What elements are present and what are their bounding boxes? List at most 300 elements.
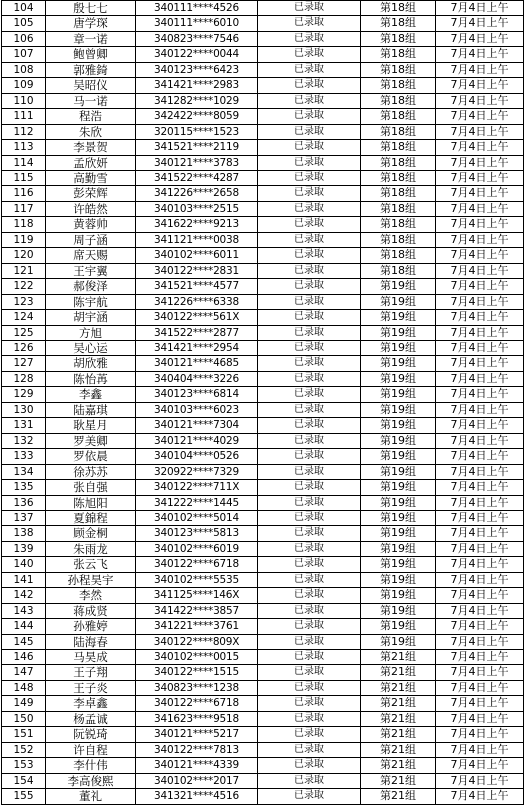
id-number-cell: 340104****0526	[136, 449, 258, 464]
table-row	[2, 217, 524, 232]
serial-number-cell: 149	[2, 696, 46, 711]
status-cell: 已录取	[258, 248, 361, 263]
id-number-cell: 340103****2515	[136, 201, 258, 216]
serial-number-cell: 131	[2, 418, 46, 433]
table-row	[2, 294, 524, 309]
table-row	[2, 449, 524, 464]
group-cell: 第18组	[361, 201, 436, 216]
status-cell: 已录取	[258, 201, 361, 216]
group-cell: 第18组	[361, 263, 436, 278]
time-cell: 7月4日上午	[436, 109, 524, 124]
name-cell: 郭雅錡	[46, 62, 136, 77]
table-row	[2, 16, 524, 31]
serial-number-cell: 119	[2, 232, 46, 247]
time-cell: 7月4日上午	[436, 294, 524, 309]
time-cell: 7月4日上午	[436, 665, 524, 680]
time-cell: 7月4日上午	[436, 789, 524, 804]
group-cell: 第21组	[361, 758, 436, 773]
group-cell: 第19组	[361, 310, 436, 325]
status-cell: 已录取	[258, 109, 361, 124]
time-cell: 7月4日上午	[436, 1, 524, 16]
serial-number-cell: 155	[2, 789, 46, 804]
name-cell: 李什伟	[46, 758, 136, 773]
table-row	[2, 1, 524, 16]
status-cell: 已录取	[258, 696, 361, 711]
id-number-cell: 341421****2983	[136, 78, 258, 93]
status-cell: 已录取	[258, 557, 361, 572]
id-number-cell: 320922****7329	[136, 464, 258, 479]
id-number-cell: 340122****561X	[136, 310, 258, 325]
status-cell: 已录取	[258, 773, 361, 788]
group-cell: 第18组	[361, 62, 436, 77]
status-cell: 已录取	[258, 789, 361, 804]
status-cell: 已录取	[258, 170, 361, 185]
serial-number-cell: 151	[2, 727, 46, 742]
name-cell: 席天赐	[46, 248, 136, 263]
name-cell: 张云飞	[46, 557, 136, 572]
time-cell: 7月4日上午	[436, 155, 524, 170]
time-cell: 7月4日上午	[436, 371, 524, 386]
name-cell: 马昊成	[46, 650, 136, 665]
name-cell: 许自程	[46, 742, 136, 757]
serial-number-cell: 106	[2, 31, 46, 46]
id-number-cell: 340121****4029	[136, 433, 258, 448]
serial-number-cell: 108	[2, 62, 46, 77]
time-cell: 7月4日上午	[436, 325, 524, 340]
name-cell: 章一诺	[46, 31, 136, 46]
group-cell: 第19组	[361, 541, 436, 556]
status-cell: 已录取	[258, 186, 361, 201]
id-number-cell: 340103****6023	[136, 402, 258, 417]
group-cell: 第18组	[361, 109, 436, 124]
serial-number-cell: 129	[2, 387, 46, 402]
status-cell: 已录取	[258, 16, 361, 31]
group-cell: 第19组	[361, 557, 436, 572]
group-cell: 第21组	[361, 665, 436, 680]
group-cell: 第18组	[361, 248, 436, 263]
status-cell: 已录取	[258, 464, 361, 479]
time-cell: 7月4日上午	[436, 124, 524, 139]
time-cell: 7月4日上午	[436, 711, 524, 726]
serial-number-cell: 132	[2, 433, 46, 448]
table-row	[2, 619, 524, 634]
group-cell: 第18组	[361, 140, 436, 155]
group-cell: 第18组	[361, 155, 436, 170]
name-cell: 程浩	[46, 109, 136, 124]
group-cell: 第21组	[361, 773, 436, 788]
name-cell: 孟欣妍	[46, 155, 136, 170]
name-cell: 王宇翼	[46, 263, 136, 278]
id-number-cell: 340111****4526	[136, 1, 258, 16]
serial-number-cell: 144	[2, 619, 46, 634]
name-cell: 杨孟诚	[46, 711, 136, 726]
name-cell: 罗依晨	[46, 449, 136, 464]
group-cell: 第19组	[361, 433, 436, 448]
time-cell: 7月4日上午	[436, 433, 524, 448]
serial-number-cell: 118	[2, 217, 46, 232]
serial-number-cell: 133	[2, 449, 46, 464]
status-cell: 已录取	[258, 680, 361, 695]
status-cell: 已录取	[258, 78, 361, 93]
time-cell: 7月4日上午	[436, 170, 524, 185]
serial-number-cell: 110	[2, 93, 46, 108]
id-number-cell: 340123****6423	[136, 62, 258, 77]
table-row	[2, 31, 524, 46]
time-cell: 7月4日上午	[436, 340, 524, 355]
id-number-cell: 340122****1515	[136, 665, 258, 680]
table-row	[2, 62, 524, 77]
id-number-cell: 340121****4685	[136, 356, 258, 371]
table-row	[2, 140, 524, 155]
group-cell: 第21组	[361, 742, 436, 757]
serial-number-cell: 115	[2, 170, 46, 185]
serial-number-cell: 134	[2, 464, 46, 479]
group-cell: 第19组	[361, 464, 436, 479]
id-number-cell: 340102****0015	[136, 650, 258, 665]
status-cell: 已录取	[258, 495, 361, 510]
id-number-cell: 320115****1523	[136, 124, 258, 139]
serial-number-cell: 135	[2, 480, 46, 495]
id-number-cell: 340122****7813	[136, 742, 258, 757]
group-cell: 第19组	[361, 572, 436, 587]
time-cell: 7月4日上午	[436, 279, 524, 294]
name-cell: 李鑫	[46, 387, 136, 402]
id-number-cell: 340823****7546	[136, 31, 258, 46]
name-cell: 吴昭仪	[46, 78, 136, 93]
table-row	[2, 603, 524, 618]
time-cell: 7月4日上午	[436, 217, 524, 232]
status-cell: 已录取	[258, 402, 361, 417]
id-number-cell: 340122****2831	[136, 263, 258, 278]
time-cell: 7月4日上午	[436, 464, 524, 479]
serial-number-cell: 126	[2, 340, 46, 355]
time-cell: 7月4日上午	[436, 588, 524, 603]
status-cell: 已录取	[258, 387, 361, 402]
serial-number-cell: 124	[2, 310, 46, 325]
serial-number-cell: 112	[2, 124, 46, 139]
group-cell: 第18组	[361, 1, 436, 16]
serial-number-cell: 121	[2, 263, 46, 278]
status-cell: 已录取	[258, 124, 361, 139]
status-cell: 已录取	[258, 140, 361, 155]
name-cell: 耿星月	[46, 418, 136, 433]
name-cell: 许皓然	[46, 201, 136, 216]
name-cell: 高勤雪	[46, 170, 136, 185]
status-cell: 已录取	[258, 340, 361, 355]
table-row	[2, 541, 524, 556]
status-cell: 已录取	[258, 279, 361, 294]
status-cell: 已录取	[258, 356, 361, 371]
id-number-cell: 340121****5217	[136, 727, 258, 742]
status-cell: 已录取	[258, 758, 361, 773]
status-cell: 已录取	[258, 449, 361, 464]
status-cell: 已录取	[258, 526, 361, 541]
group-cell: 第19组	[361, 356, 436, 371]
table-row	[2, 232, 524, 247]
name-cell: 马一诺	[46, 93, 136, 108]
group-cell: 第21组	[361, 650, 436, 665]
table-row	[2, 588, 524, 603]
time-cell: 7月4日上午	[436, 572, 524, 587]
serial-number-cell: 113	[2, 140, 46, 155]
id-number-cell: 340121****7304	[136, 418, 258, 433]
serial-number-cell: 152	[2, 742, 46, 757]
time-cell: 7月4日上午	[436, 495, 524, 510]
id-number-cell: 341282****1029	[136, 93, 258, 108]
group-cell: 第21组	[361, 727, 436, 742]
group-cell: 第19组	[361, 588, 436, 603]
table-row	[2, 464, 524, 479]
table-row	[2, 634, 524, 649]
name-cell: 郝俊泽	[46, 279, 136, 294]
id-number-cell: 341522****4287	[136, 170, 258, 185]
serial-number-cell: 120	[2, 248, 46, 263]
table-row	[2, 510, 524, 525]
group-cell: 第19组	[361, 387, 436, 402]
id-number-cell: 341521****4577	[136, 279, 258, 294]
time-cell: 7月4日上午	[436, 603, 524, 618]
name-cell: 张自强	[46, 480, 136, 495]
group-cell: 第19组	[361, 279, 436, 294]
time-cell: 7月4日上午	[436, 62, 524, 77]
serial-number-cell: 147	[2, 665, 46, 680]
time-cell: 7月4日上午	[436, 727, 524, 742]
name-cell: 李景贺	[46, 140, 136, 155]
serial-number-cell: 117	[2, 201, 46, 216]
table-row	[2, 248, 524, 263]
group-cell: 第18组	[361, 31, 436, 46]
serial-number-cell: 145	[2, 634, 46, 649]
name-cell: 吴心运	[46, 340, 136, 355]
id-number-cell: 342422****8059	[136, 109, 258, 124]
status-cell: 已录取	[258, 325, 361, 340]
serial-number-cell: 116	[2, 186, 46, 201]
name-cell: 徐苏苏	[46, 464, 136, 479]
group-cell: 第19组	[361, 294, 436, 309]
table-row	[2, 526, 524, 541]
name-cell: 李卓鑫	[46, 696, 136, 711]
time-cell: 7月4日上午	[436, 526, 524, 541]
group-cell: 第19组	[361, 402, 436, 417]
group-cell: 第21组	[361, 711, 436, 726]
time-cell: 7月4日上午	[436, 310, 524, 325]
name-cell: 黄蓉帅	[46, 217, 136, 232]
id-number-cell: 340121****3783	[136, 155, 258, 170]
group-cell: 第19组	[361, 325, 436, 340]
id-number-cell: 341422****3857	[136, 603, 258, 618]
name-cell: 陈旭阳	[46, 495, 136, 510]
status-cell: 已录取	[258, 62, 361, 77]
group-cell: 第18组	[361, 16, 436, 31]
serial-number-cell: 150	[2, 711, 46, 726]
id-number-cell: 340823****1238	[136, 680, 258, 695]
status-cell: 已录取	[258, 47, 361, 62]
group-cell: 第19组	[361, 340, 436, 355]
time-cell: 7月4日上午	[436, 78, 524, 93]
table-row	[2, 650, 524, 665]
table-row	[2, 47, 524, 62]
name-cell: 周子涵	[46, 232, 136, 247]
name-cell: 胡宇涵	[46, 310, 136, 325]
time-cell: 7月4日上午	[436, 263, 524, 278]
serial-number-cell: 153	[2, 758, 46, 773]
id-number-cell: 341521****2119	[136, 140, 258, 155]
serial-number-cell: 114	[2, 155, 46, 170]
table-row	[2, 279, 524, 294]
group-cell: 第19组	[361, 619, 436, 634]
admission-list-table	[1, 0, 524, 805]
table-row	[2, 263, 524, 278]
table-row	[2, 109, 524, 124]
id-number-cell: 341121****0038	[136, 232, 258, 247]
time-cell: 7月4日上午	[436, 541, 524, 556]
table-row	[2, 480, 524, 495]
time-cell: 7月4日上午	[436, 634, 524, 649]
table-row	[2, 93, 524, 108]
id-number-cell: 340122****6718	[136, 557, 258, 572]
name-cell: 顾金桐	[46, 526, 136, 541]
status-cell: 已录取	[258, 541, 361, 556]
serial-number-cell: 109	[2, 78, 46, 93]
table-row	[2, 186, 524, 201]
table-row	[2, 665, 524, 680]
group-cell: 第18组	[361, 232, 436, 247]
group-cell: 第19组	[361, 480, 436, 495]
table-row	[2, 325, 524, 340]
status-cell: 已录取	[258, 217, 361, 232]
name-cell: 彭荣辉	[46, 186, 136, 201]
id-number-cell: 341125****146X	[136, 588, 258, 603]
status-cell: 已录取	[258, 603, 361, 618]
name-cell: 王子翔	[46, 665, 136, 680]
serial-number-cell: 154	[2, 773, 46, 788]
group-cell: 第18组	[361, 170, 436, 185]
status-cell: 已录取	[258, 619, 361, 634]
name-cell: 王子炎	[46, 680, 136, 695]
id-number-cell: 341222****1445	[136, 495, 258, 510]
name-cell: 李高俊熙	[46, 773, 136, 788]
id-number-cell: 340102****5535	[136, 572, 258, 587]
time-cell: 7月4日上午	[436, 619, 524, 634]
id-number-cell: 340102****6019	[136, 541, 258, 556]
table-row	[2, 742, 524, 757]
name-cell: 罗美卿	[46, 433, 136, 448]
serial-number-cell: 142	[2, 588, 46, 603]
id-number-cell: 340122****711X	[136, 480, 258, 495]
status-cell: 已录取	[258, 93, 361, 108]
name-cell: 殷七七	[46, 1, 136, 16]
table-row	[2, 310, 524, 325]
serial-number-cell: 125	[2, 325, 46, 340]
time-cell: 7月4日上午	[436, 742, 524, 757]
id-number-cell: 340121****4339	[136, 758, 258, 773]
status-cell: 已录取	[258, 1, 361, 16]
id-number-cell: 340122****6718	[136, 696, 258, 711]
serial-number-cell: 138	[2, 526, 46, 541]
table-row	[2, 758, 524, 773]
id-number-cell: 340102****2017	[136, 773, 258, 788]
group-cell: 第19组	[361, 603, 436, 618]
group-cell: 第19组	[361, 510, 436, 525]
status-cell: 已录取	[258, 665, 361, 680]
table-row	[2, 170, 524, 185]
time-cell: 7月4日上午	[436, 186, 524, 201]
id-number-cell: 341421****2954	[136, 340, 258, 355]
time-cell: 7月4日上午	[436, 480, 524, 495]
time-cell: 7月4日上午	[436, 232, 524, 247]
id-number-cell: 340122****809X	[136, 634, 258, 649]
status-cell: 已录取	[258, 371, 361, 386]
id-number-cell: 341522****2877	[136, 325, 258, 340]
name-cell: 李然	[46, 588, 136, 603]
table-row	[2, 711, 524, 726]
serial-number-cell: 105	[2, 16, 46, 31]
table-row	[2, 433, 524, 448]
status-cell: 已录取	[258, 510, 361, 525]
status-cell: 已录取	[258, 155, 361, 170]
name-cell: 胡欣雅	[46, 356, 136, 371]
group-cell: 第18组	[361, 186, 436, 201]
name-cell: 方旭	[46, 325, 136, 340]
name-cell: 陈怡苒	[46, 371, 136, 386]
table-row	[2, 124, 524, 139]
name-cell: 夏錦程	[46, 510, 136, 525]
table-row	[2, 155, 524, 170]
serial-number-cell: 136	[2, 495, 46, 510]
name-cell: 蒋成贤	[46, 603, 136, 618]
serial-number-cell: 128	[2, 371, 46, 386]
table-row	[2, 773, 524, 788]
time-cell: 7月4日上午	[436, 201, 524, 216]
id-number-cell: 340111****6010	[136, 16, 258, 31]
group-cell: 第19组	[361, 495, 436, 510]
id-number-cell: 340122****0044	[136, 47, 258, 62]
name-cell: 朱欣	[46, 124, 136, 139]
table-row	[2, 557, 524, 572]
serial-number-cell: 104	[2, 1, 46, 16]
name-cell: 董礼	[46, 789, 136, 804]
status-cell: 已录取	[258, 418, 361, 433]
status-cell: 已录取	[258, 650, 361, 665]
name-cell: 陈宇航	[46, 294, 136, 309]
status-cell: 已录取	[258, 742, 361, 757]
group-cell: 第18组	[361, 93, 436, 108]
table-row	[2, 680, 524, 695]
id-number-cell: 340123****6814	[136, 387, 258, 402]
group-cell: 第19组	[361, 634, 436, 649]
time-cell: 7月4日上午	[436, 557, 524, 572]
status-cell: 已录取	[258, 634, 361, 649]
id-number-cell: 341221****3761	[136, 619, 258, 634]
status-cell: 已录取	[258, 31, 361, 46]
group-cell: 第18组	[361, 47, 436, 62]
time-cell: 7月4日上午	[436, 510, 524, 525]
id-number-cell: 341321****4516	[136, 789, 258, 804]
status-cell: 已录取	[258, 572, 361, 587]
status-cell: 已录取	[258, 727, 361, 742]
serial-number-cell: 107	[2, 47, 46, 62]
serial-number-cell: 140	[2, 557, 46, 572]
serial-number-cell: 143	[2, 603, 46, 618]
time-cell: 7月4日上午	[436, 758, 524, 773]
table-row	[2, 356, 524, 371]
time-cell: 7月4日上午	[436, 418, 524, 433]
status-cell: 已录取	[258, 711, 361, 726]
time-cell: 7月4日上午	[436, 773, 524, 788]
group-cell: 第19组	[361, 371, 436, 386]
serial-number-cell: 137	[2, 510, 46, 525]
serial-number-cell: 130	[2, 402, 46, 417]
